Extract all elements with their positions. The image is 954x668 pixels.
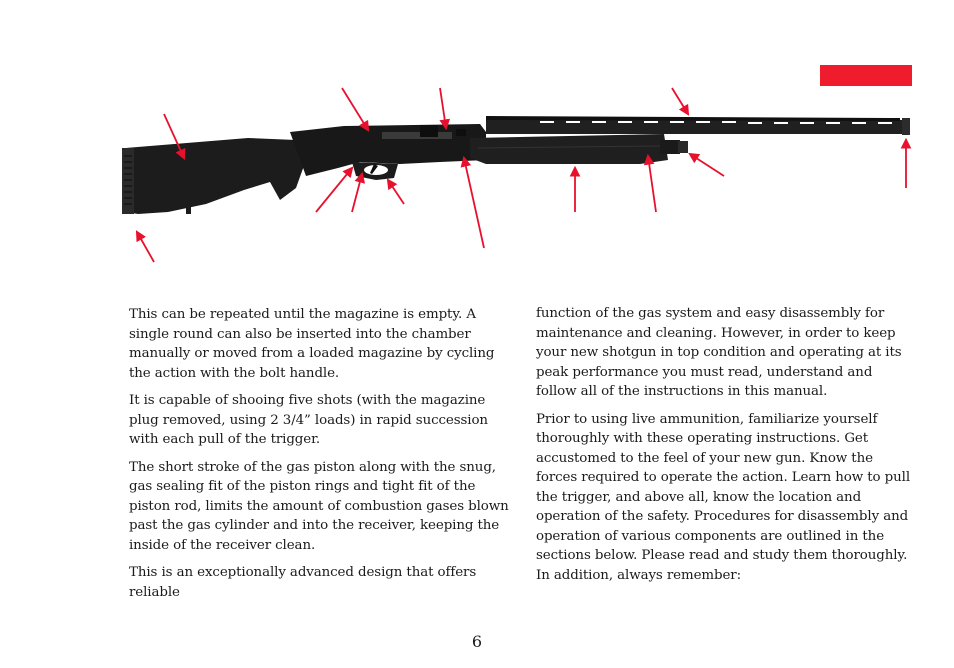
sling-stud bbox=[186, 205, 191, 214]
safety-button bbox=[456, 129, 466, 136]
arrow-forend-tip bbox=[648, 156, 656, 212]
muzzle bbox=[902, 118, 910, 135]
right-text-column bbox=[536, 304, 911, 593]
stock bbox=[126, 138, 306, 214]
forend bbox=[470, 134, 668, 164]
magazine-cap bbox=[678, 141, 688, 153]
arrow-trigger bbox=[352, 174, 362, 212]
arrow-magazine-cap bbox=[690, 154, 724, 176]
arrow-receiver bbox=[342, 88, 368, 130]
arrow-trigger-guard-pin bbox=[388, 180, 404, 204]
magazine-tube bbox=[660, 140, 680, 154]
arrow-safety bbox=[464, 158, 484, 248]
shotgun-diagram bbox=[0, 0, 954, 280]
paragraph: The short stroke of the gas piston along with the snug, gas sealing fit of the piston rings and tight fit of the piston rod, limits the amount of combustion gases blown past the gas cylinder and into the receiver, keeping the inside of the receiver clean. bbox=[129, 459, 509, 553]
arrow-vent-rib bbox=[672, 88, 688, 114]
arrow-recoil-pad bbox=[137, 232, 154, 262]
arrow-trigger-guard bbox=[316, 168, 352, 212]
page-number: 6 bbox=[471, 632, 483, 651]
left-text-column bbox=[129, 305, 509, 610]
ejection-port bbox=[382, 132, 452, 139]
paragraph: Prior to using live ammunition, familiarize yourself thoroughly with these operating instructions. Get accustomed to the feel of your new gun. Know the forces required to operate the action. Learn how to pull the trigger, and above all, know the location and operation of the safety. Procedures for disassembly and operation of various components are outlined in the sections below. Please read and study them thoroughly. In addition, always remember: bbox=[536, 411, 911, 583]
paragraph: This is an exceptionally advanced design that offers reliable bbox=[129, 565, 477, 600]
bolt-handle bbox=[420, 125, 438, 137]
arrow-bolt-handle bbox=[440, 88, 446, 128]
paragraph: This can be repeated until the magazine is empty. A single round can also be inserted into the chamber manually or moved from a loaded magazine by cycling the action with the bolt handle. bbox=[129, 307, 495, 381]
paragraph: function of the gas system and easy disassembly for maintenance and cleaning. However, in order to keep your new shotgun in top condition and operating at its peak performance you must read, understand and follow all of the instructions in this manual. bbox=[536, 306, 902, 399]
paragraph: It is capable of shooing five shots (with the magazine plug removed, using 2 3/4” loads) in rapid succession with each pull of the trigger. bbox=[129, 393, 488, 447]
